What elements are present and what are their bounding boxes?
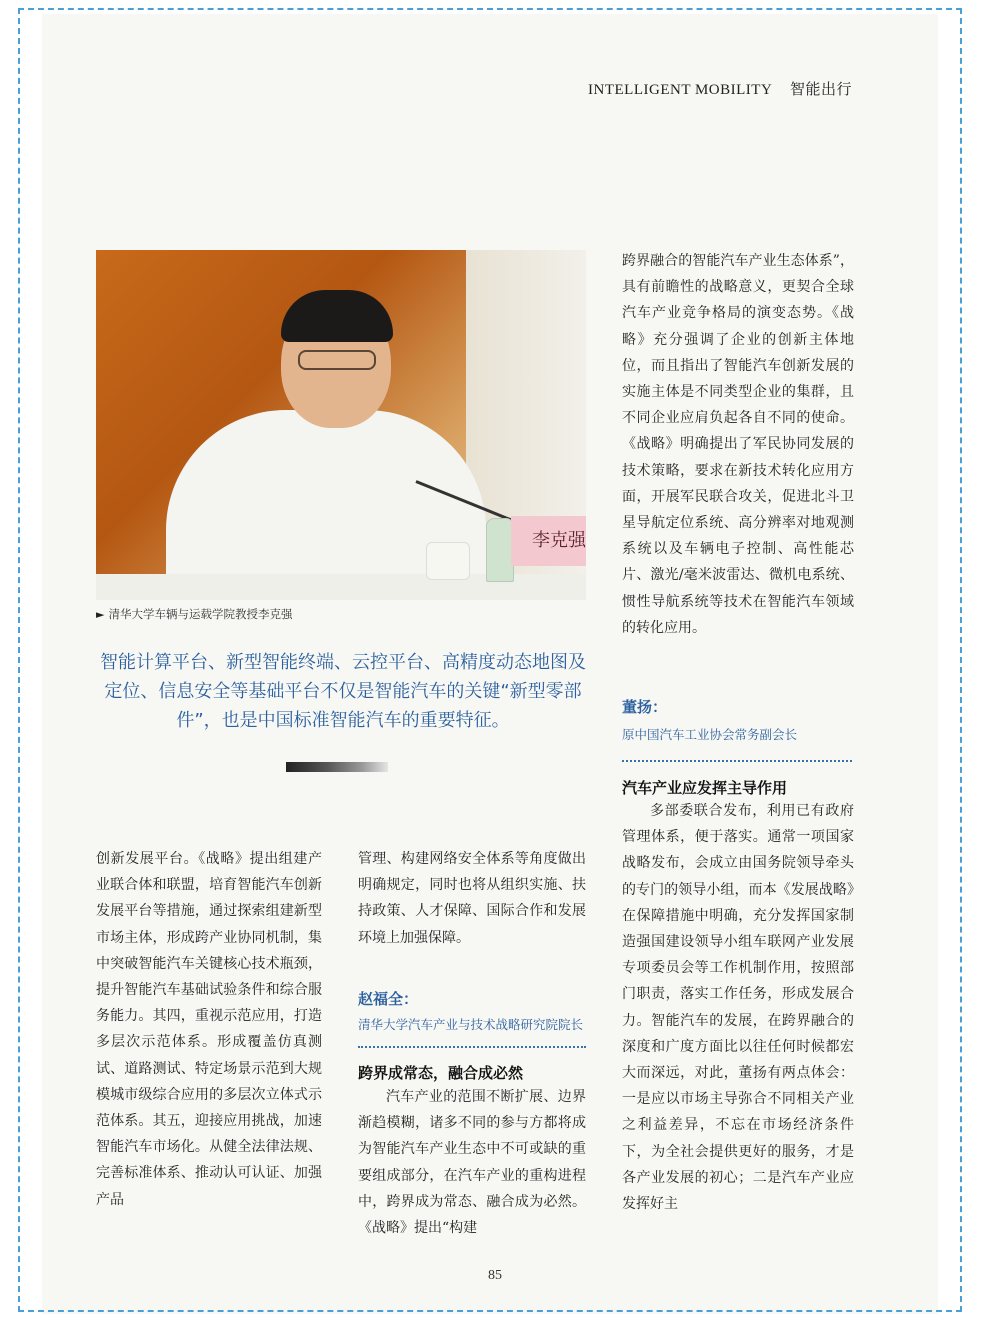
speaker-dongyang [622, 696, 797, 743]
pull-quote: 智能计算平台、新型智能终端、云控平台、高精度动态地图及定位、信息安全等基础平台不仅是智能汽车的关键“新型零部件”，也是中国标准智能汽车的重要特征。 [100, 652, 586, 731]
portrait-photo [96, 250, 586, 600]
middle-section-text: 汽车产业的范围不断扩展、边界渐趋模糊，诸多不同的参与方都将成为智能汽车产业生态中不可或缺的重要组成部分，在汽车产业的重构进程中，跨界成为常态、融合成为必然。《战略》提出“构建 [358, 1089, 586, 1237]
header-english: INTELLIGENT MOBILITY [588, 82, 772, 98]
middle-column [358, 846, 586, 951]
speaker-title: 清华大学汽车产业与技术战略研究院院长 [358, 1017, 584, 1032]
speaker-name: 赵福全： [358, 990, 419, 1008]
photo-hair [281, 290, 393, 342]
right-paragraph: 跨界融合的智能汽车产业生态体系”，具有前瞻性的战略意义，更契合全球汽车产业竞争格局的演变态势。《战略》充分强调了企业的创新主体地位，而且指出了智能汽车创新发展的实施主体是不同类型企业的集群，且不同企业应肩负起各自不同的使命。《战略》明确提出了军民协同发展的技术策略，要求在新技术转化应用方面，开展军民联合攻关，促进北斗卫星导航定位系统、高分辨率对地观测系统以及车辆电子控制、高性能芯片、激光/毫米波雷达、微机电系统、惯性导航系统等技术在智能汽车领域的转化应用。 [622, 253, 854, 636]
photo-glasses [298, 350, 376, 370]
section-header [588, 78, 852, 99]
left-column [96, 846, 322, 1213]
right-section-text: 多部委联合发布，利用已有政府管理体系，便于落实。通常一项国家战略发布，会成立由国务院领导牵头的专门的领导小组，而本《发展战略》在保障措施中明确，充分发挥国家制造强国建设领导小组车联网产业发展专项委员会等工作机制作用，按照部门职责，落实工作任务，形成发展合力。智能汽车的发展，在跨界融合的深度和广度方面比以往任何时候都宏大而深远，对此，董扬有两点体会：一是应以市场主导弥合不同相关产业之利益差异，不忘在市场经济条件下，为全社会提供更好的服务，才是各产业发展的初心；二是汽车产业应发挥好主 [622, 803, 854, 1213]
section-title: 跨界成常态，融合成必然 [358, 1064, 524, 1082]
left-paragraph: 创新发展平台。《战略》提出组建产业联合体和联盟，培育智能汽车创新发展平台等措施，通过探索组建新型市场主体，形成跨产业协同机制，集中突破智能汽车关键核心技术瓶颈，提升智能汽车基础试验条件和综合服务能力。其四，重视示范应用，打造多层次示范体系。形成覆盖仿真测试、道路测试、特定场景示范到大规模城市级综合应用的多层次立体式示范体系。其五，迎接应用挑战，加速智能汽车市场化。从健全法律法规、完善标准体系、推动认可认证、加强产品 [96, 851, 322, 1208]
caption-text: 清华大学车辆与运载学院教授李克强 [108, 607, 293, 621]
page-number: 85 [488, 1268, 502, 1283]
bottle-icon [486, 518, 514, 582]
nameplate: 李克强 [511, 516, 586, 566]
cup-icon [426, 542, 470, 580]
dotted-divider [358, 1046, 586, 1048]
middle-paragraph: 管理、构建网络安全体系等角度做出明确规定，同时也将从组织实施、扶持政策、人才保障、国际合作和发展环境上加强保障。 [358, 851, 586, 946]
header-chinese: 智能出行 [789, 80, 852, 98]
speaker-zhaofuquan [358, 988, 583, 1033]
caption-arrow-icon: ► [96, 608, 105, 621]
section-title: 汽车产业应发挥主导作用 [622, 779, 788, 797]
speaker-name: 董扬： [622, 698, 668, 716]
gradient-divider [286, 762, 388, 772]
speaker-title: 原中国汽车工业协会常务副会长 [622, 727, 798, 742]
photo-caption [96, 606, 292, 622]
dotted-divider [622, 760, 852, 762]
right-column [622, 248, 854, 641]
